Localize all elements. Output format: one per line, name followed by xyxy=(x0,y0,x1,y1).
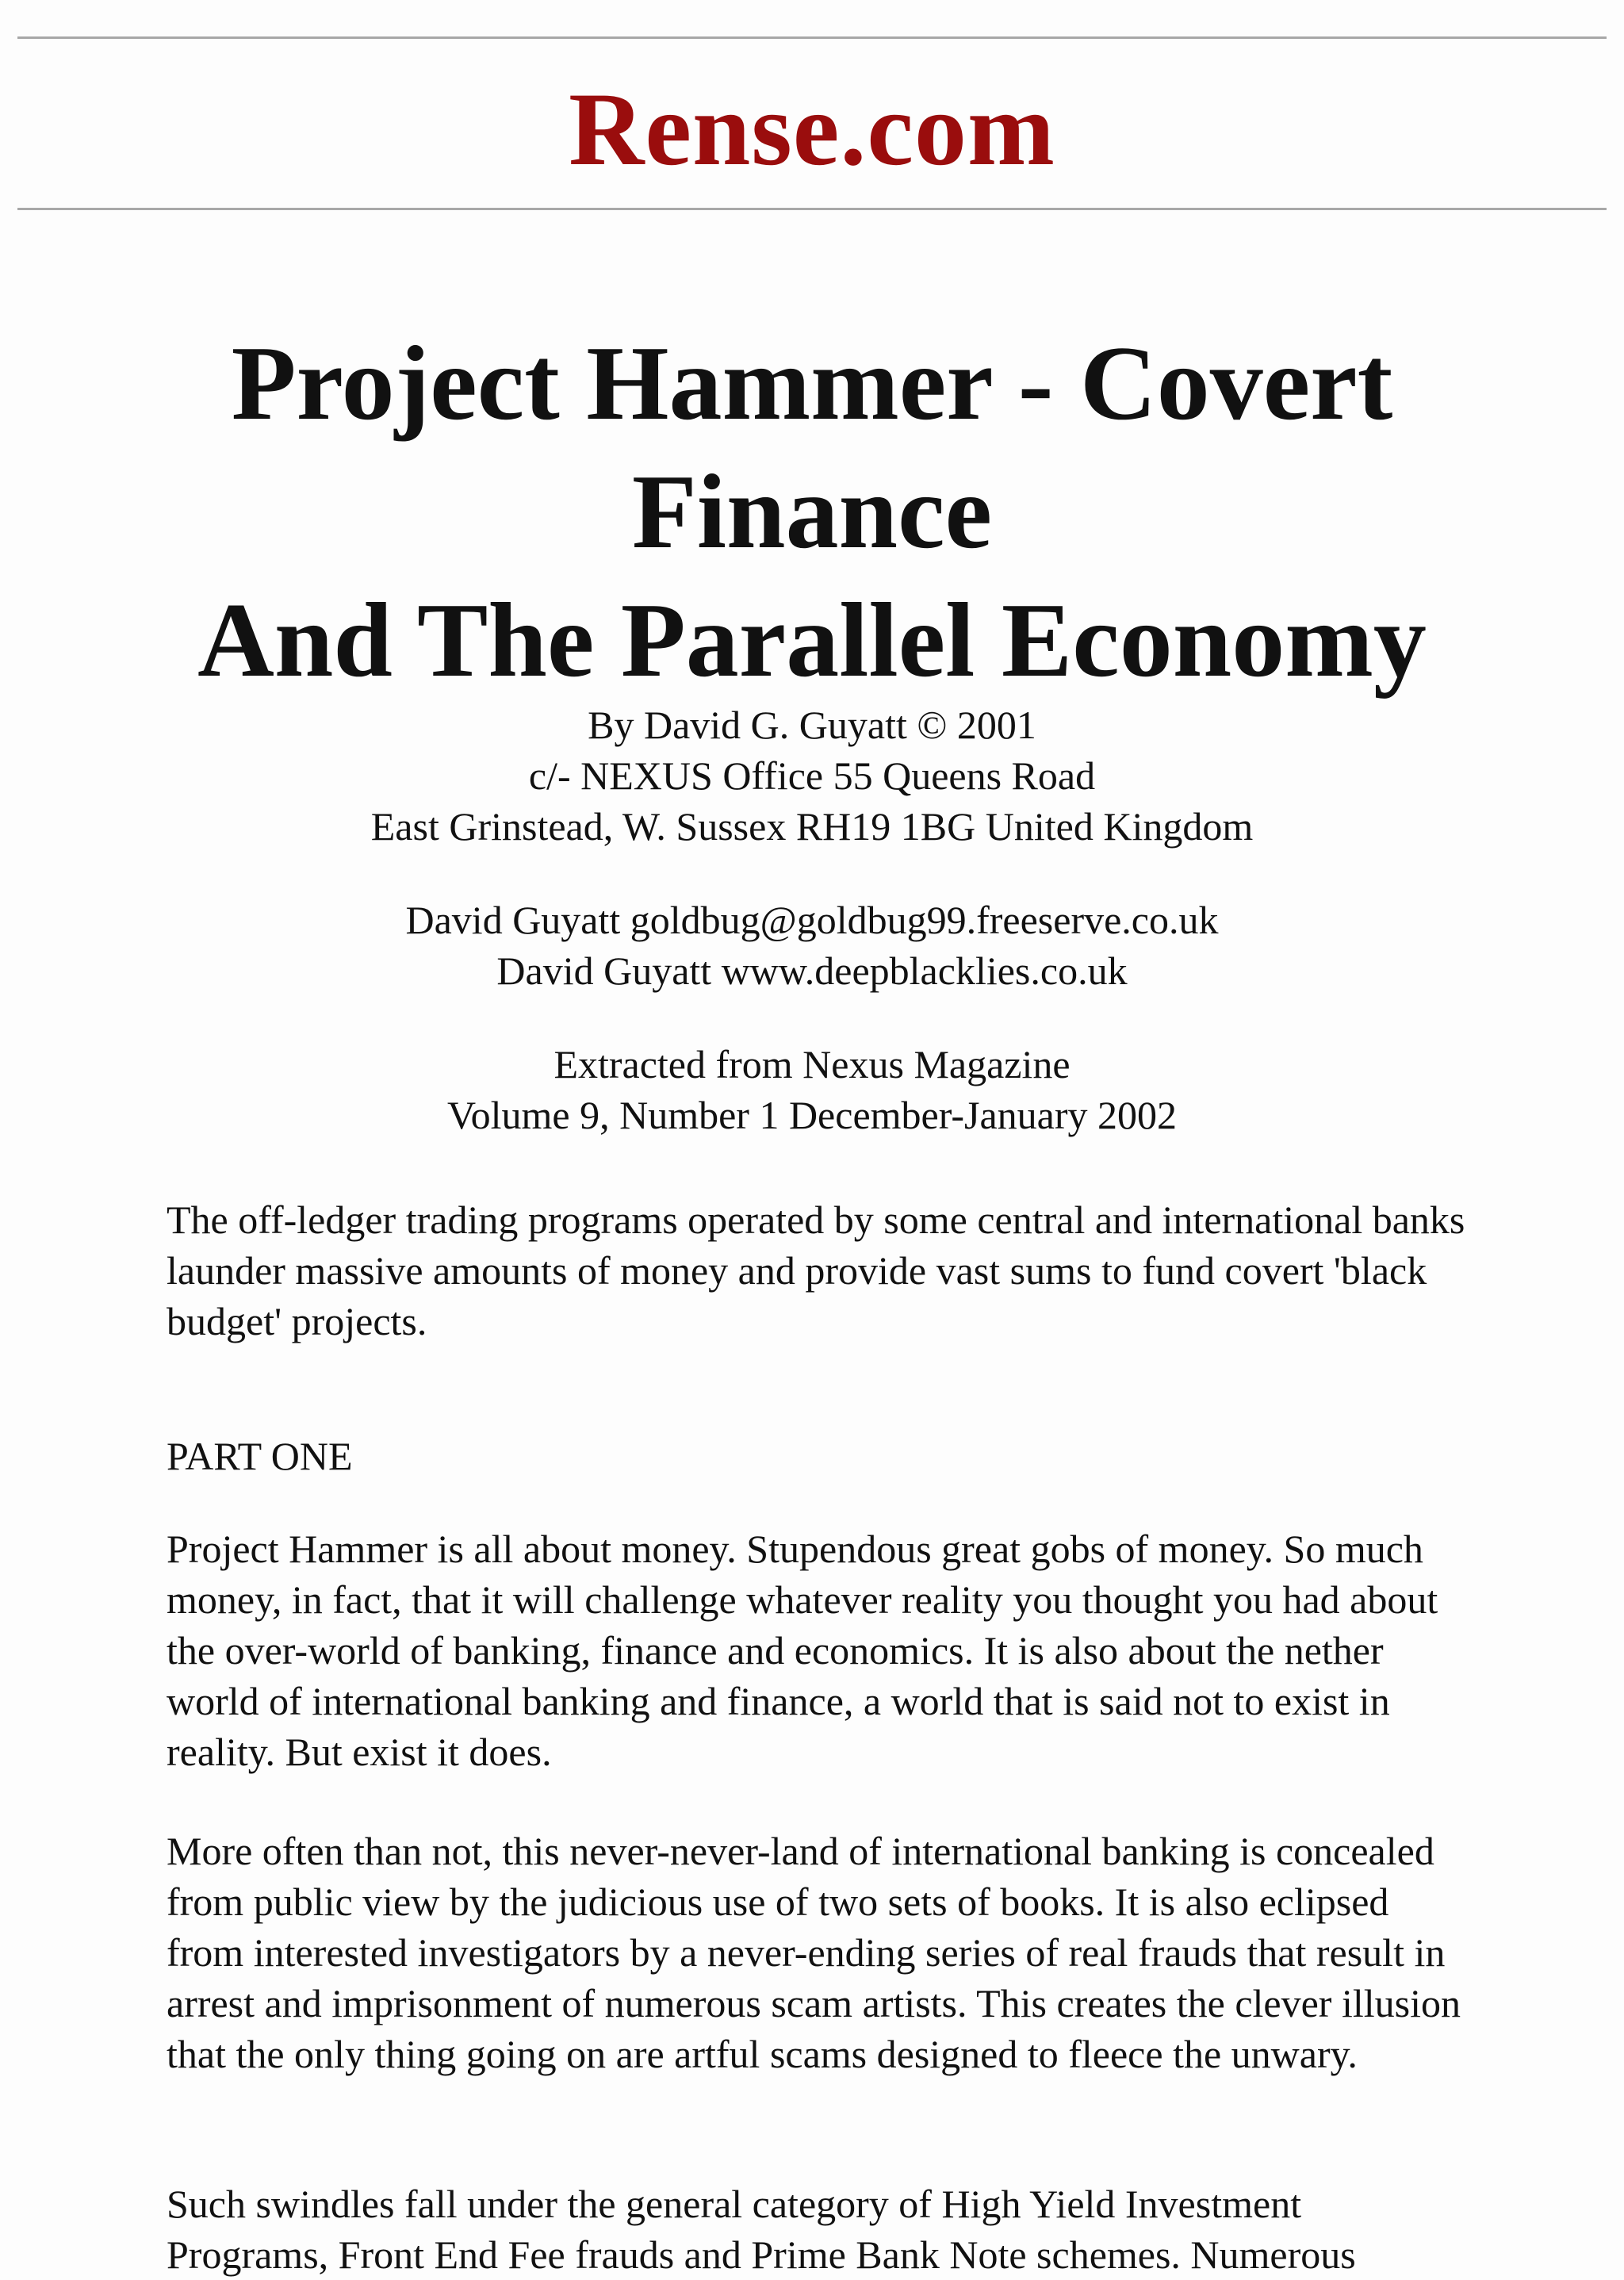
article-lead: The off-ledger trading programs operated by some central and international banks launder massive amounts of money and provide vast sums to fund covert 'black budget' projects. xyxy=(167,1197,1465,1343)
header-bottom-rule xyxy=(17,208,1607,210)
article-title-line: Finance xyxy=(631,453,993,570)
body-paragraph: Such swindles fall under the general category of High Yield Investment Programs, Front End Fee frauds and Prime Bank Note schemes. Numerous xyxy=(167,2182,1356,2277)
source-note xyxy=(119,1039,1505,1140)
header-top-rule xyxy=(17,36,1607,39)
contact-website: David Guyatt www.deepblacklies.co.uk xyxy=(496,948,1128,993)
byline-author: By David G. Guyatt © 2001 xyxy=(588,703,1036,747)
site-logo-text[interactable]: Rense.com xyxy=(569,71,1055,187)
byline-address-line: c/- NEXUS Office 55 Queens Road xyxy=(528,753,1096,798)
contact-info xyxy=(119,895,1505,996)
byline-address-line: East Grinstead, W. Sussex RH19 1BG United Kingdom xyxy=(370,804,1254,849)
body-paragraph: Project Hammer is all about money. Stupendous great gobs of money. So much money, in fact, that it will challenge whatever reality you thought you had about the over-world of banking, finance and economics. It is also about the nether world of international banking and finance, a world that is said not to exist in reality. But exist it does. xyxy=(167,1527,1438,1774)
byline xyxy=(119,699,1505,852)
contact-email: David Guyatt goldbug@goldbug99.freeserve.co.uk xyxy=(405,898,1219,942)
source-line: Extracted from Nexus Magazine xyxy=(553,1042,1071,1086)
article-title-line: And The Parallel Economy xyxy=(197,581,1427,699)
article-title-line: Project Hammer - Covert xyxy=(231,324,1393,442)
body-paragraph: More often than not, this never-never-land of international banking is concealed from public view by the judicious use of two sets of books. It is also eclipsed from interested investigators by a never-ending series of real frauds that result in arrest and imprisonment of numerous scam artists. This creates the clever illusion that the only thing going on are artful scams designed to fleece the unwary. xyxy=(167,1829,1461,2076)
article-title xyxy=(119,319,1505,704)
section-heading: PART ONE xyxy=(167,1434,353,1478)
source-line: Volume 9, Number 1 December-January 2002 xyxy=(446,1093,1178,1137)
